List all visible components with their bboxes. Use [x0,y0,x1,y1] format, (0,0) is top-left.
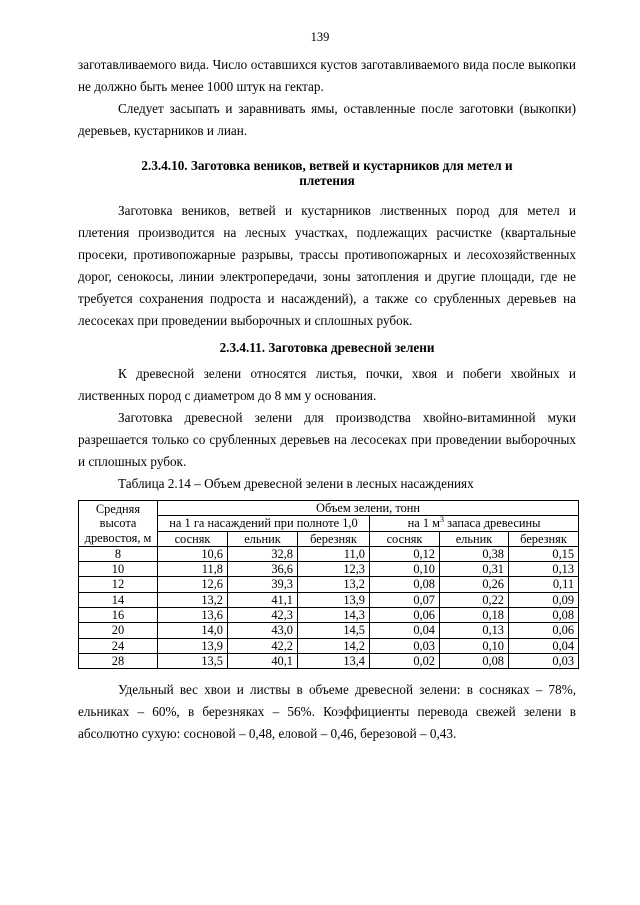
cell-green-volume: 0,08 [440,653,509,668]
cell-green-volume: 0,09 [509,592,579,607]
cell-green-volume: 11,0 [298,546,370,561]
paragraph-continuation-line1: заготавливаемого вида. Число оставшихся кустов заготавливаемого вида после выкопки [78,57,576,72]
table-row [79,653,579,668]
cell-green-volume: 0,18 [440,608,509,623]
cell-stand-height: 28 [79,653,158,668]
table-row [79,608,579,623]
cell-green-volume: 13,2 [298,577,370,592]
cell-green-volume: 32,8 [228,546,298,561]
paragraph-greenery-definition: К древесной зелени относятся листья, почки, хвоя и побеги хвойных и лиственных пород с диаметром до 8 мм у основания. [78,366,576,403]
paragraph-continuation-line2: не должно быть менее 1000 штук на гектар. [78,79,324,94]
section-heading-brooms-line2: плетения [299,173,355,188]
page-number: 139 [310,30,330,44]
cell-green-volume: 13,2 [158,592,228,607]
cell-green-volume: 0,10 [440,638,509,653]
header-species: березняк [509,531,579,546]
cell-green-volume: 0,15 [509,546,579,561]
paragraph-pits: Следует засыпать и заравнивать ямы, оставленные после заготовки (выкопки) деревьев, кустарников и лиан. [78,101,576,138]
header-species: ельник [440,531,509,546]
header-per-cubic-meter-post: запаса древесины [444,516,541,531]
paragraph-coefficients: Удельный вес хвои и листвы в объеме древесной зелени: в сосняках – 78%, ельниках – 60%, в березняках – 56%. Коэффициенты перевода свежей зелени в абсолютно сухую: сосновой – 0,48, еловой – 0,46, березовой – 0,43. [78,682,576,742]
cell-stand-height: 16 [79,608,158,623]
cell-green-volume: 13,9 [298,592,370,607]
page-content [78,54,576,745]
table-row [79,592,579,607]
cell-green-volume: 14,2 [298,638,370,653]
cell-green-volume: 36,6 [228,562,298,577]
header-species: сосняк [158,531,228,546]
header-species: ельник [228,531,298,546]
table-row [79,638,579,653]
cell-green-volume: 14,0 [158,623,228,638]
paragraph-greenery-harvest: Заготовка древесной зелени для производства хвойно-витаминной муки разрешается только со срубленных деревьев на лесосеках при проведении выборочных и сплошных рубок. [78,410,576,469]
cell-green-volume: 12,3 [298,562,370,577]
cell-stand-height: 24 [79,638,158,653]
cell-green-volume: 0,31 [440,562,509,577]
header-per-cubic-meter-pre: на 1 м [407,516,441,531]
table-row [79,623,579,638]
cell-stand-height: 12 [79,577,158,592]
table-row [79,562,579,577]
header-species: березняк [298,531,370,546]
section-heading-brooms-line1: 2.3.4.10. Заготовка веников, ветвей и кустарников для метел и [141,158,513,173]
table-row [79,577,579,592]
header-species: сосняк [370,531,440,546]
cell-green-volume: 0,02 [370,653,440,668]
cell-green-volume: 13,4 [298,653,370,668]
cell-stand-height: 14 [79,592,158,607]
table-row [79,546,579,561]
cell-stand-height: 20 [79,623,158,638]
cell-green-volume: 0,13 [509,562,579,577]
section-heading-brooms [78,158,576,188]
cell-green-volume: 0,12 [370,546,440,561]
cell-green-volume: 0,38 [440,546,509,561]
cell-green-volume: 41,1 [228,592,298,607]
cell-green-volume: 0,22 [440,592,509,607]
cell-green-volume: 0,03 [509,653,579,668]
header-per-cubic-meter-sup: 3 [440,515,445,525]
cell-green-volume: 0,26 [440,577,509,592]
cell-green-volume: 11,8 [158,562,228,577]
cell-green-volume: 13,6 [158,608,228,623]
cell-green-volume: 42,3 [228,608,298,623]
cell-green-volume: 0,08 [509,608,579,623]
cell-green-volume: 0,03 [370,638,440,653]
cell-green-volume: 42,2 [228,638,298,653]
cell-green-volume: 0,07 [370,592,440,607]
cell-green-volume: 13,9 [158,638,228,653]
cell-green-volume: 39,3 [228,577,298,592]
header-stand-height: Средняя высота древостоя, м [79,501,158,547]
section-heading-greenery: 2.3.4.11. Заготовка древесной зелени [219,340,435,355]
header-green-volume: Объем зелени, тонн [158,501,579,516]
cell-green-volume: 0,04 [509,638,579,653]
cell-green-volume: 13,5 [158,653,228,668]
header-per-hectare: на 1 га насаждений при полноте 1,0 [158,516,370,531]
greenery-volume-table [78,500,579,669]
cell-green-volume: 0,06 [370,608,440,623]
cell-green-volume: 0,11 [509,577,579,592]
cell-green-volume: 0,04 [370,623,440,638]
cell-green-volume: 0,08 [370,577,440,592]
cell-green-volume: 40,1 [228,653,298,668]
cell-green-volume: 0,13 [440,623,509,638]
cell-green-volume: 10,6 [158,546,228,561]
cell-stand-height: 8 [79,546,158,561]
cell-green-volume: 0,10 [370,562,440,577]
table-body [79,546,579,668]
cell-stand-height: 10 [79,562,158,577]
cell-green-volume: 14,5 [298,623,370,638]
header-per-cubic-meter [370,516,579,531]
cell-green-volume: 43,0 [228,623,298,638]
cell-green-volume: 0,06 [509,623,579,638]
paragraph-brooms: Заготовка веников, ветвей и кустарников лиственных пород для метел и плетения производится на лесных участках, подлежащих расчистке (квартальные просеки, противопожарные разрывы, трассы противопожарных и лесохозяйственных дорог, сенокосы, линии электропередачи, зоны затопления и другие площади, где не требуется сохранения подроста и насаждений), а также со срубленных деревьев на лесосеках при проведении выборочных и сплошных рубок. [78,203,576,328]
table-caption: Таблица 2.14 – Объем древесной зелени в лесных насаждениях [118,476,474,491]
cell-green-volume: 12,6 [158,577,228,592]
cell-green-volume: 14,3 [298,608,370,623]
